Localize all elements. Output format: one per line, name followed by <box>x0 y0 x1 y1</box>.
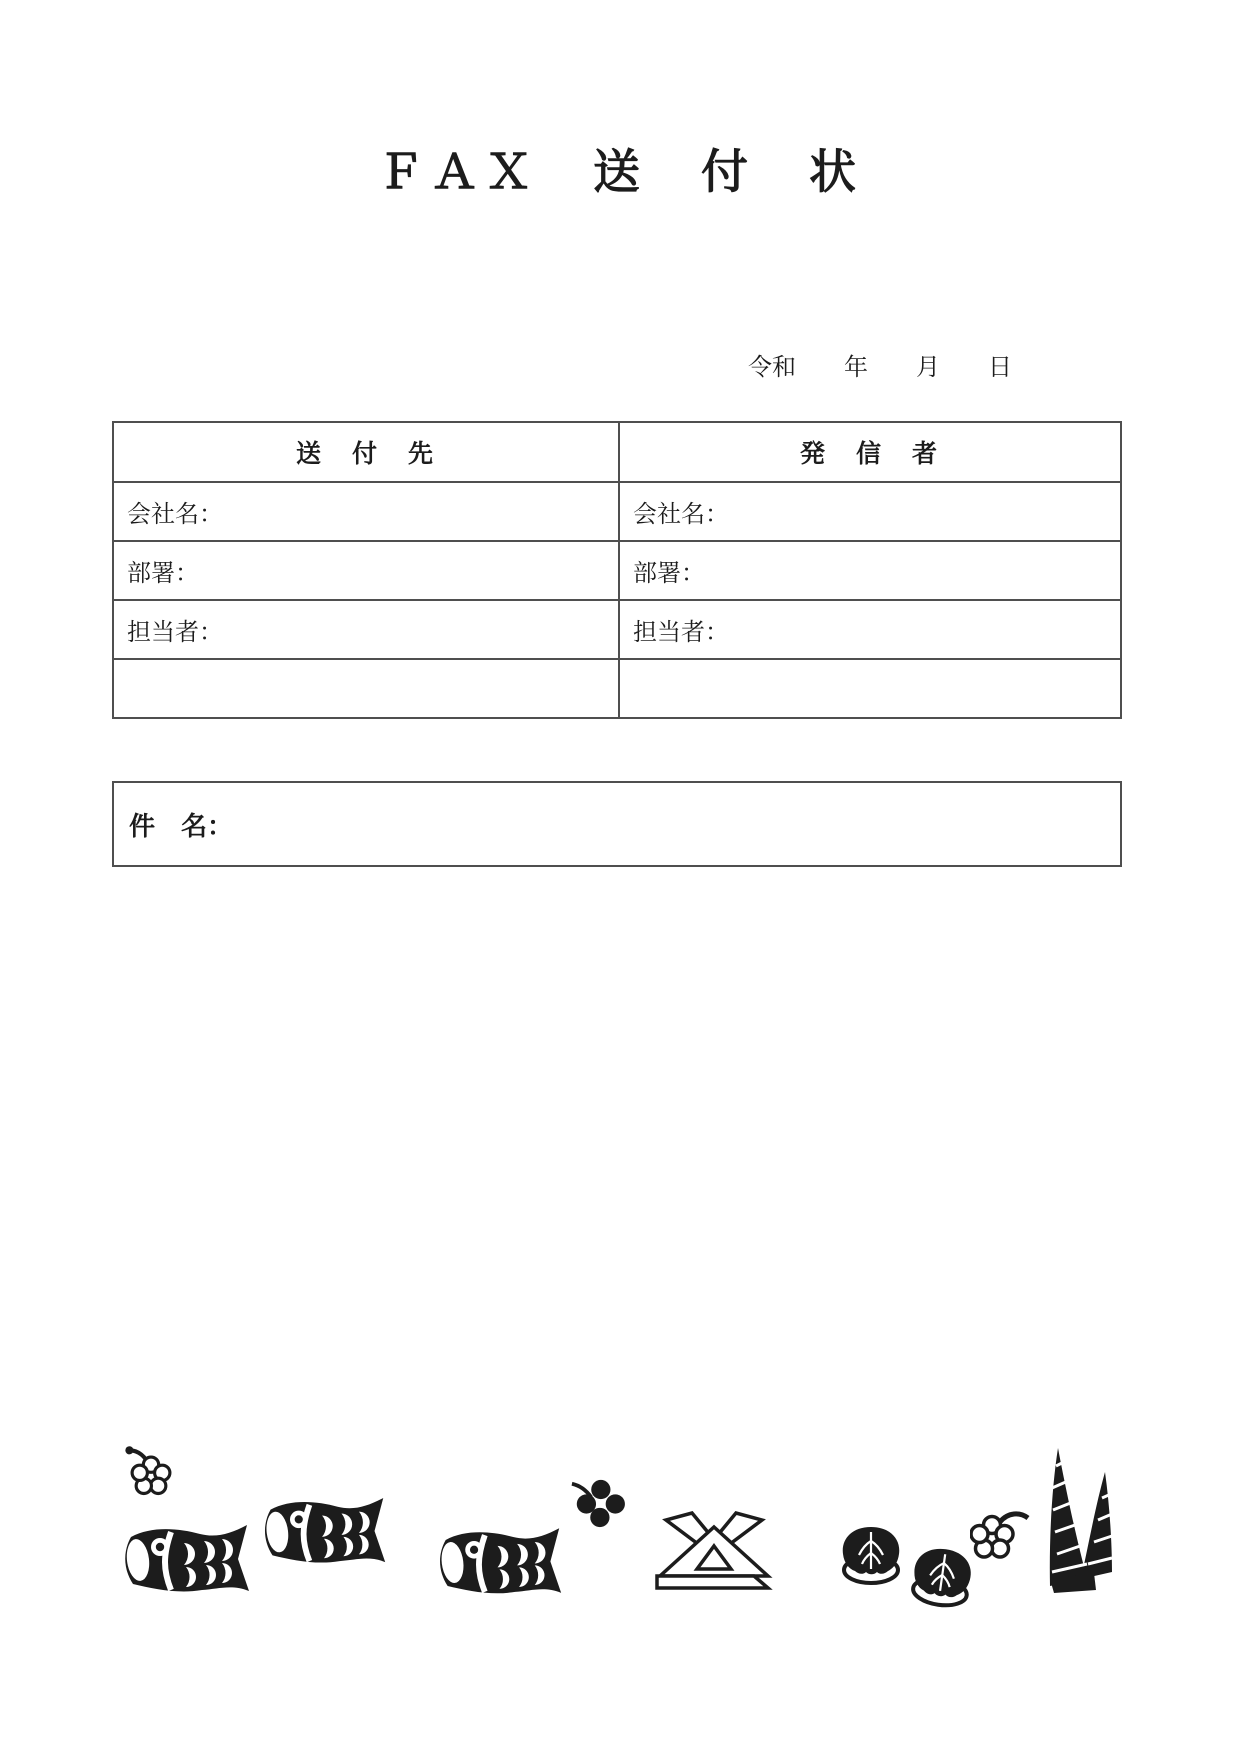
table-row <box>113 541 1121 600</box>
page-title: ＦＡＸ 送 付 状 <box>377 147 863 199</box>
recipient-department-cell: 部署： <box>113 541 619 600</box>
sender-contact-cell: 担当者： <box>619 600 1121 659</box>
recipient-extra-cell <box>113 659 619 718</box>
sender-department-cell: 部署： <box>619 541 1121 600</box>
koinobori-icon <box>256 1494 392 1570</box>
recipient-header: 送 付 先 <box>113 422 619 482</box>
kabuto-helmet-icon <box>651 1510 777 1590</box>
fax-info-table <box>112 421 1122 719</box>
recipient-contact-cell: 担当者： <box>113 600 619 659</box>
table-row <box>113 600 1121 659</box>
date-line: 令和 年 月 日 <box>748 355 1012 381</box>
kashiwa-mochi-icon <box>835 1524 907 1586</box>
sender-company-cell: 会社名： <box>619 482 1121 541</box>
plum-blossom-icon <box>970 1506 1030 1562</box>
sender-extra-cell <box>619 659 1121 718</box>
plum-blossom-icon <box>124 1444 178 1498</box>
bamboo-shoots-icon <box>1042 1446 1122 1596</box>
subject-label: 件 名： <box>129 811 234 841</box>
koinobori-icon <box>431 1524 568 1601</box>
table-row <box>113 482 1121 541</box>
table-header-row <box>113 422 1121 482</box>
table-row <box>113 659 1121 718</box>
koinobori-icon <box>116 1521 256 1599</box>
plum-blossom-icon <box>568 1477 626 1529</box>
sender-header: 発 信 者 <box>619 422 1121 482</box>
subject-box <box>112 781 1122 867</box>
recipient-company-cell: 会社名： <box>113 482 619 541</box>
